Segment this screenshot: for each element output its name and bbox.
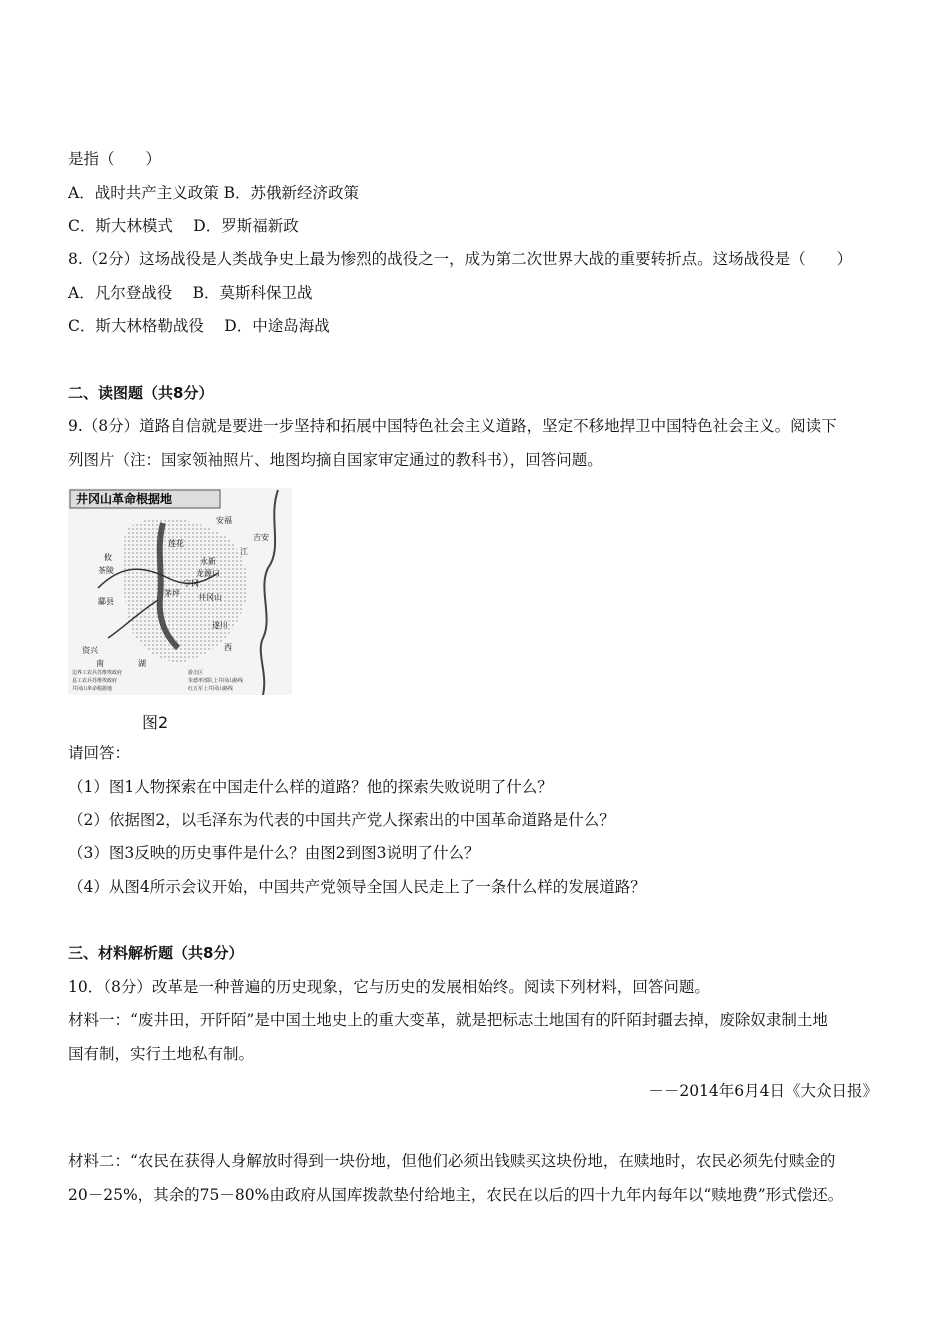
figure-caption: 图2 <box>142 713 169 732</box>
q9-sub4: （4）从图4所示会议开始，中国共产党领导全国人民走上了一条什么样的发展道路？ <box>68 878 646 896</box>
place-nan: 南 <box>96 659 104 668</box>
q9-stem-line1: 9.（8分）道路自信就是要进一步坚持和拓展中国特色社会主义道路，坚定不移地捍卫中国特色社会主义。阅读下 <box>68 417 837 435</box>
material1-line1: 材料一：“废井田，开阡陌”是中国土地史上的重大变革，就是把标志土地国有的阡陌封疆去掉，废除奴隶制土地 <box>68 1011 828 1029</box>
q9-sub3: （3）图3反映的历史事件是什么？由图2到图3说明了什么？ <box>68 844 480 862</box>
section2-heading: 二、读图题（共8分） <box>68 384 214 402</box>
map-figure <box>68 488 292 695</box>
q8-options-cd: C．斯大林格勒战役 D．中途岛海战 <box>68 317 330 335</box>
place-jiang: 江 <box>240 547 248 556</box>
material1-line2: 国有制，实行土地私有制。 <box>68 1045 255 1063</box>
legend-item-1: 边界工农兵苏维埃政府 <box>72 670 123 676</box>
place-longyuankou: 龙源口 <box>196 569 220 578</box>
legend-item-2: 县工农兵苏维埃政府 <box>72 678 118 684</box>
q7-options-ab: A．战时共产主义政策 B．苏俄新经济政策 <box>68 184 360 202</box>
legend-item-6: 红五军上井冈山路线 <box>188 686 234 692</box>
place-jinggangshan: 井冈山 <box>198 593 222 602</box>
q9-sub1: （1）图1人物探索在中国走什么样的道路？他的探索失败说明了什么？ <box>68 778 553 796</box>
legend-item-3: 井冈山革命根据地 <box>72 686 113 692</box>
legend-item-5: 朱德率部队上井冈山路线 <box>188 678 244 684</box>
q7-stem-tail: 是指（ ） <box>68 150 162 168</box>
q8-options-ab: A．凡尔登战役 B．莫斯科保卫战 <box>68 284 313 302</box>
place-xi: 西 <box>224 643 232 652</box>
material1-source: －－2014年6月4日《大众日报》 <box>648 1082 878 1100</box>
q7-options-cd: C．斯大林模式 D．罗斯福新政 <box>68 217 299 235</box>
q8-stem: 8.（2分）这场战役是人类战争史上最为惨烈的战役之一，成为第二次世界大战的重要转折点。这场战役是（ ） <box>68 250 853 268</box>
place-chaling: 茶陵 <box>98 566 114 575</box>
place-maoping: 茅坪 <box>164 589 180 598</box>
place-zixing: 资兴 <box>82 646 98 655</box>
section3-heading: 三、材料解析题（共8分） <box>68 944 244 962</box>
answer-prompt: 请回答： <box>68 744 131 762</box>
place-jian: 吉安 <box>253 533 269 542</box>
place-yongxin: 永新 <box>200 557 216 566</box>
map-title: 井冈山革命根据地 <box>76 492 173 506</box>
place-suichuan: 遂川 <box>212 621 228 630</box>
place-lianhua: 莲花 <box>168 539 184 548</box>
jinggangshan-map <box>68 488 292 695</box>
place-anfu: 安福 <box>216 516 232 525</box>
place-lingxian: 酃县 <box>98 597 114 606</box>
material2-line2: 20－25%，其余的75－80%由政府从国库拨款垫付给地主，农民在以后的四十九年内每年以“赎地费”形式偿还。 <box>68 1186 844 1204</box>
q10-stem: 10．（8分）改革是一种普遍的历史现象，它与历史的发展相始终。阅读下列材料，回答问题。 <box>68 978 710 996</box>
material2-line1: 材料二：“农民在获得人身解放时得到一块份地，但他们必须出钱赎买这块份地，在赎地时，农民必须先付赎金的 <box>68 1152 836 1170</box>
legend-item-4: 游击区 <box>188 670 204 676</box>
place-ninggang: 宁冈 <box>183 579 199 588</box>
q9-stem-line2: 列图片（注：国家领袖照片、地图均摘自国家审定通过的教科书），回答问题。 <box>68 451 603 469</box>
place-you: 攸 <box>104 553 112 562</box>
q9-sub2: （2）依据图2，以毛泽东为代表的中国共产党人探索出的中国革命道路是什么？ <box>68 811 615 829</box>
place-hu: 湖 <box>138 659 146 668</box>
